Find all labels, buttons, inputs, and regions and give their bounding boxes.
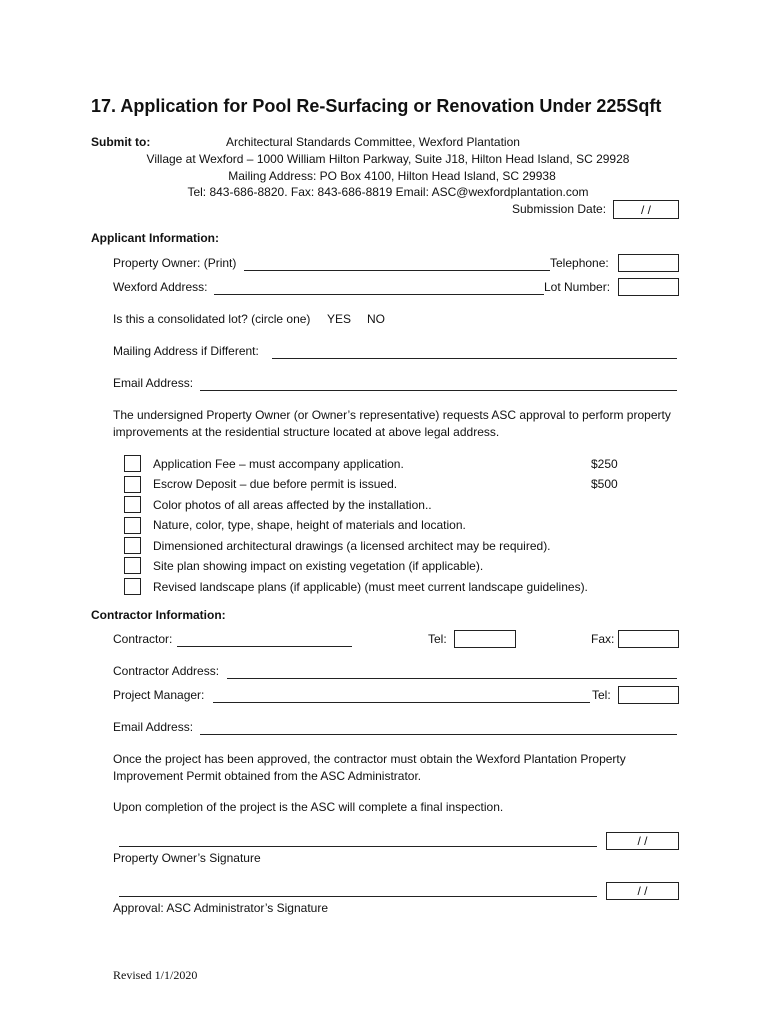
consolidated-yes-option[interactable]: YES bbox=[327, 312, 352, 326]
checklist-label: Nature, color, type, shape, height of materials and location. bbox=[153, 518, 466, 532]
contractor-address-line[interactable] bbox=[227, 678, 677, 679]
checklist-label: Escrow Deposit – due before permit is issued. bbox=[153, 477, 398, 491]
consolidated-lot-question: Is this a consolidated lot? (circle one) bbox=[113, 312, 311, 326]
checklist-checkbox[interactable] bbox=[124, 537, 141, 554]
wexford-address-line[interactable] bbox=[214, 294, 544, 295]
contractor-fax-field[interactable] bbox=[618, 630, 679, 648]
checklist-label: Color photos of all areas affected by the installation.. bbox=[153, 498, 432, 512]
submission-date-label: Submission Date: bbox=[512, 202, 607, 216]
admin-signature-line[interactable] bbox=[119, 896, 597, 897]
contractor-name-line[interactable] bbox=[177, 646, 352, 647]
wexford-address-label: Wexford Address: bbox=[113, 280, 208, 294]
project-manager-label: Project Manager: bbox=[113, 688, 205, 702]
contractor-address-label: Contractor Address: bbox=[113, 664, 220, 678]
contractor-fax-label: Fax: bbox=[591, 632, 615, 646]
admin-signature-date-field[interactable]: / / bbox=[606, 882, 679, 900]
project-manager-tel-label: Tel: bbox=[592, 688, 611, 702]
submit-to-mailing: Mailing Address: PO Box 4100, Hilton Head Island, SC 29938 bbox=[228, 169, 556, 183]
submit-to-address: Village at Wexford – 1000 William Hilton Parkway, Suite J18, Hilton Head Island, SC 29928 bbox=[146, 152, 630, 166]
consolidated-no-option[interactable]: NO bbox=[367, 312, 385, 326]
revised-date: Revised 1/1/2020 bbox=[113, 968, 198, 982]
owner-signature-date-field[interactable]: / / bbox=[606, 832, 679, 850]
project-manager-tel-field[interactable] bbox=[618, 686, 679, 704]
checklist-label: Revised landscape plans (if applicable) (must meet current landscape guidelines). bbox=[153, 580, 588, 594]
submission-date-field[interactable]: / / bbox=[613, 200, 679, 219]
checklist-checkbox[interactable] bbox=[124, 517, 141, 534]
mailing-address-label: Mailing Address if Different: bbox=[113, 344, 259, 358]
contractor-label: Contractor: bbox=[113, 632, 173, 646]
submit-to-committee: Architectural Standards Committee, Wexford Plantation bbox=[226, 135, 520, 149]
applicant-email-line[interactable] bbox=[200, 390, 677, 391]
property-owner-label: Property Owner: (Print) bbox=[113, 256, 237, 270]
contractor-tel-label: Tel: bbox=[428, 632, 447, 646]
lot-number-field[interactable] bbox=[618, 278, 679, 296]
admin-signature-label: Approval: ASC Administrator’s Signature bbox=[113, 901, 328, 915]
checklist-label: Application Fee – must accompany application. bbox=[153, 457, 404, 471]
lot-number-label: Lot Number: bbox=[544, 280, 611, 294]
checklist-checkbox[interactable] bbox=[124, 455, 141, 472]
inspection-note: Upon completion of the project is the ASC will complete a final inspection. bbox=[113, 800, 504, 814]
project-manager-line[interactable] bbox=[213, 702, 590, 703]
approval-note-line-2: Improvement Permit obtained from the ASC Administrator. bbox=[113, 769, 422, 783]
statement-line-1: The undersigned Property Owner (or Owner’s representative) requests ASC approval to perform property bbox=[113, 408, 671, 422]
telephone-label: Telephone: bbox=[550, 256, 609, 270]
contractor-tel-field[interactable] bbox=[454, 630, 516, 648]
checklist-checkbox[interactable] bbox=[124, 496, 141, 513]
contractor-heading: Contractor Information: bbox=[91, 608, 226, 622]
owner-signature-line[interactable] bbox=[119, 846, 597, 847]
checklist-label: Dimensioned architectural drawings (a licensed architect may be required). bbox=[153, 539, 551, 553]
checklist-checkbox[interactable] bbox=[124, 557, 141, 574]
contractor-email-line[interactable] bbox=[200, 734, 677, 735]
owner-signature-label: Property Owner’s Signature bbox=[113, 851, 261, 865]
submit-to-contact: Tel: 843-686-8820. Fax: 843-686-8819 Email: ASC@wexfordplantation.com bbox=[187, 185, 589, 199]
checklist-amount: $500 bbox=[591, 477, 618, 491]
statement-line-2: improvements at the residential structure located at above legal address. bbox=[113, 425, 500, 439]
contractor-email-label: Email Address: bbox=[113, 720, 194, 734]
approval-note-line-1: Once the project has been approved, the contractor must obtain the Wexford Plantation Property bbox=[113, 752, 626, 766]
checklist-checkbox[interactable] bbox=[124, 578, 141, 595]
checklist-label: Site plan showing impact on existing vegetation (if applicable). bbox=[153, 559, 484, 573]
applicant-heading: Applicant Information: bbox=[91, 231, 219, 245]
checklist-checkbox[interactable] bbox=[124, 476, 141, 493]
telephone-field[interactable] bbox=[618, 254, 679, 272]
submit-to-label: Submit to: bbox=[91, 135, 151, 149]
checklist-amount: $250 bbox=[591, 457, 618, 471]
property-owner-line[interactable] bbox=[244, 270, 550, 271]
mailing-address-line[interactable] bbox=[272, 358, 677, 359]
applicant-email-label: Email Address: bbox=[113, 376, 194, 390]
page-title: 17. Application for Pool Re-Surfacing or Renovation Under 225Sqft bbox=[91, 96, 662, 116]
